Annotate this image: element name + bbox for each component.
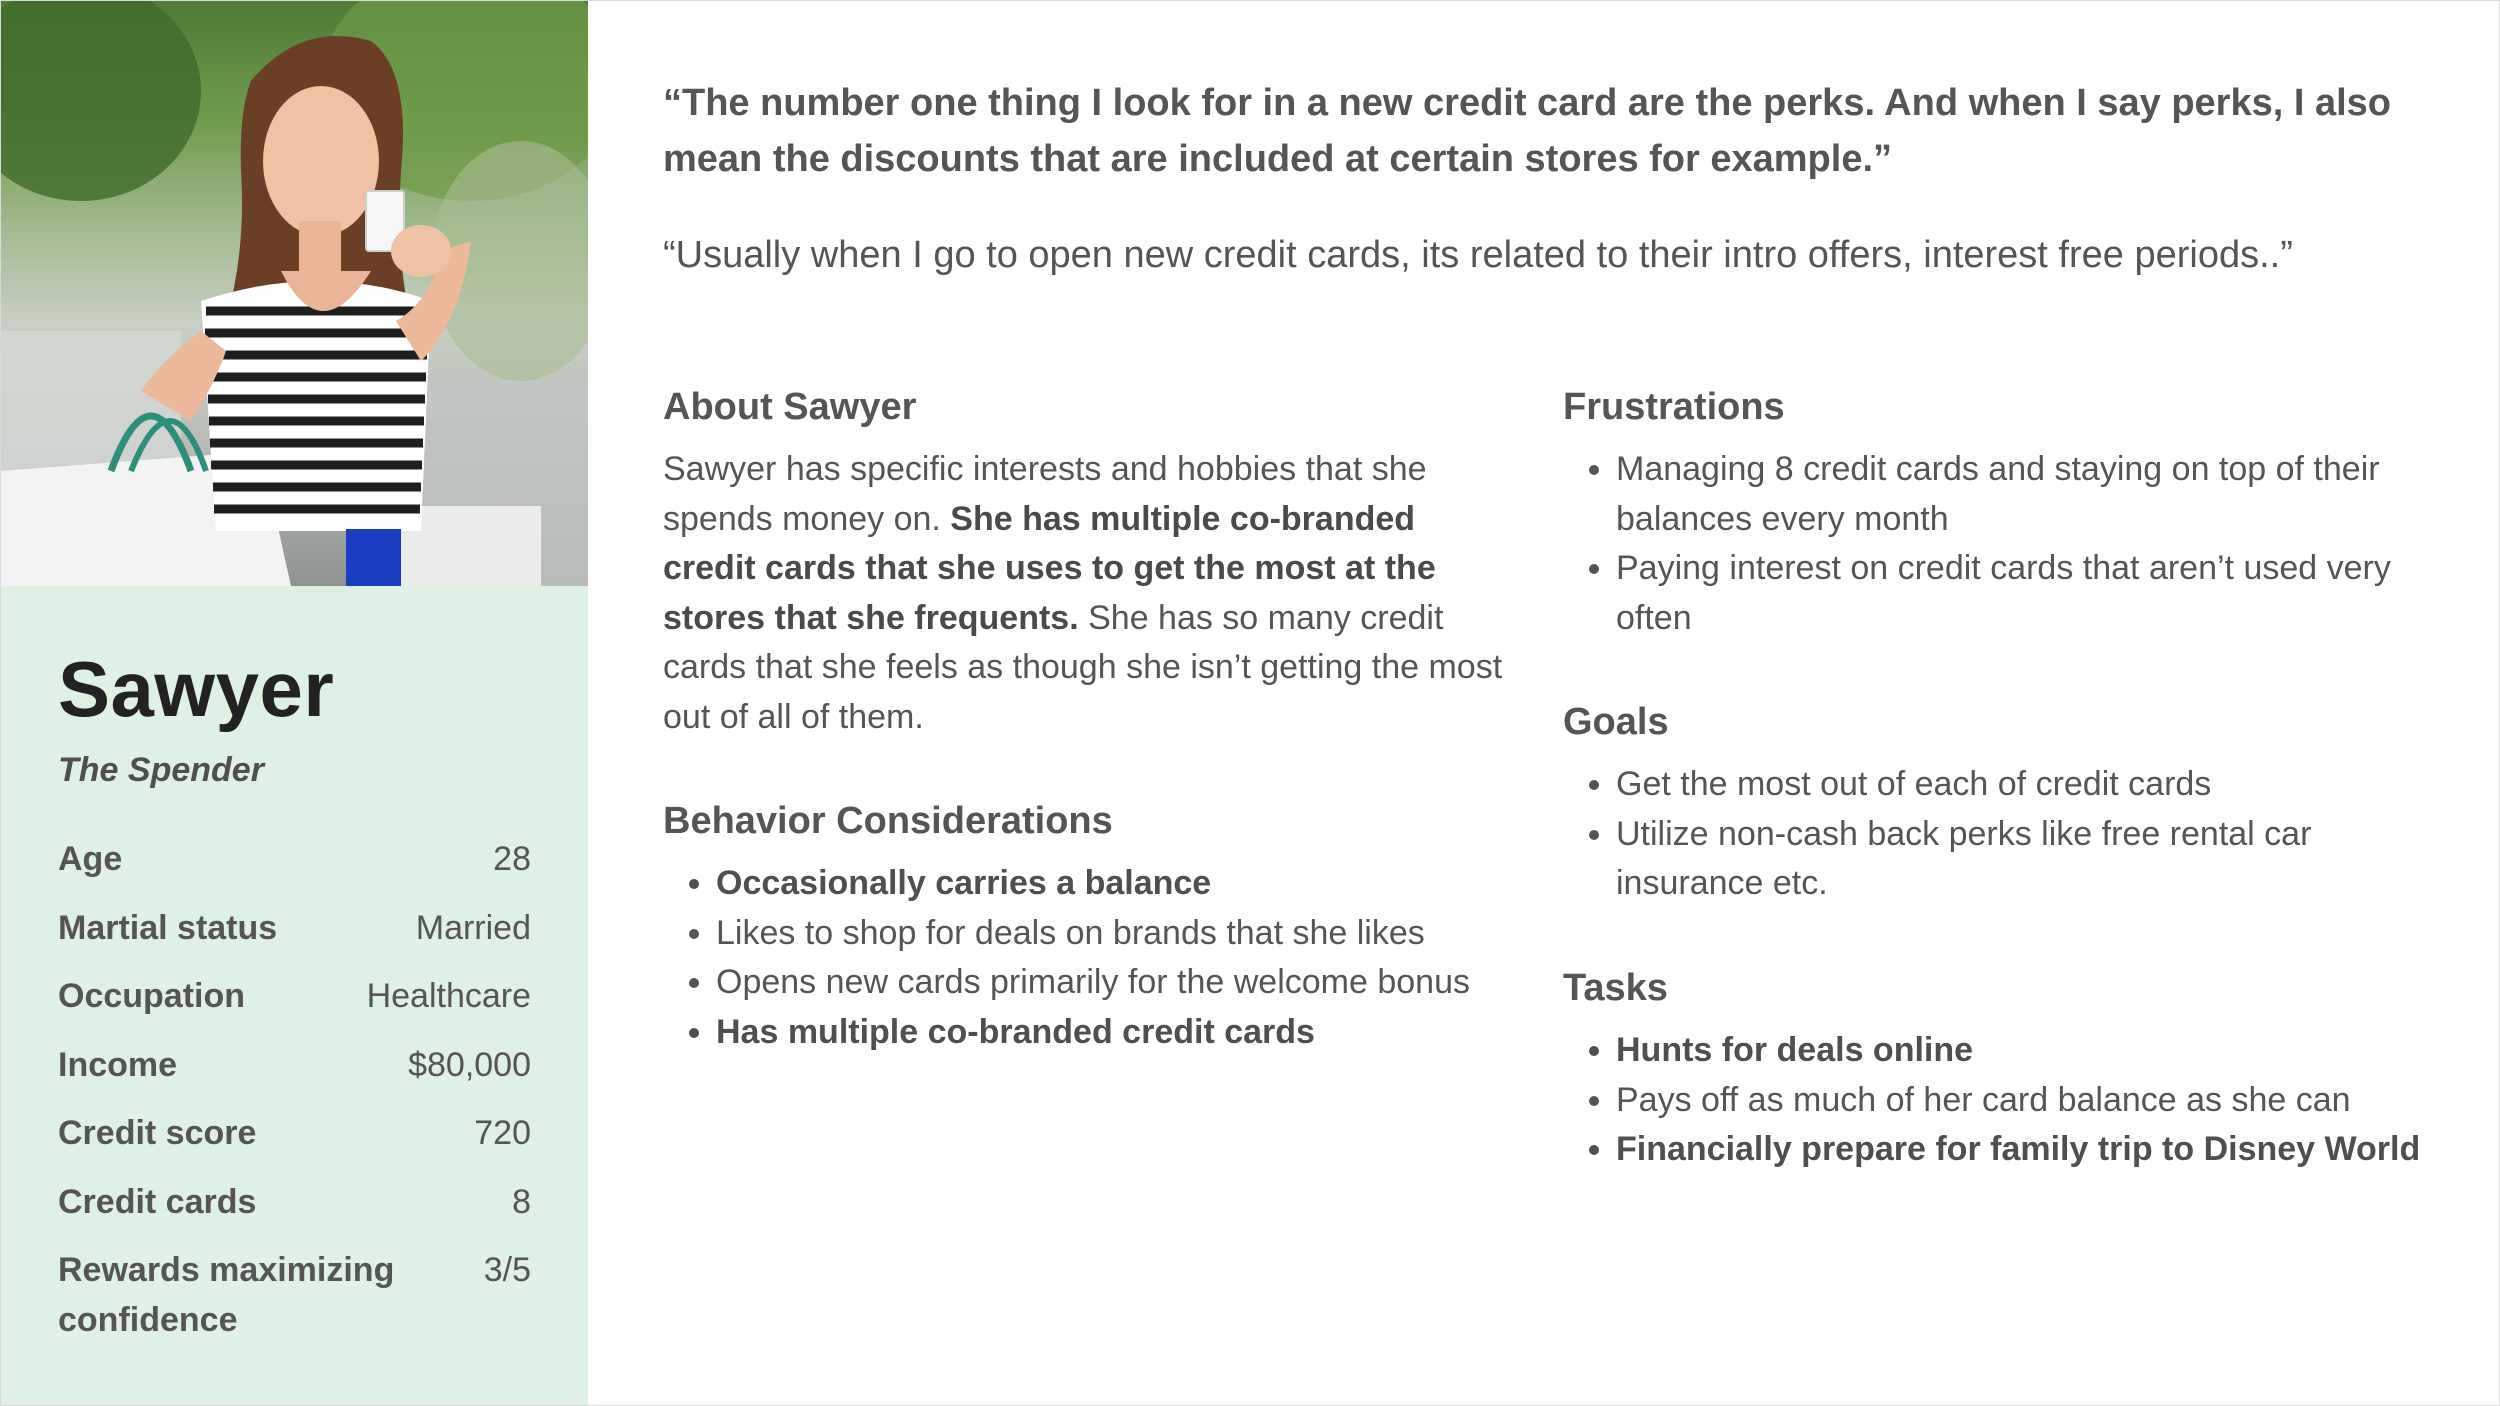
persona-photo	[1, 1, 588, 586]
stat-value: 3/5	[483, 1251, 531, 1289]
list-item: • Paying interest on credit cards that aren’t used very often	[1616, 544, 2463, 643]
stat-value: 720	[474, 1114, 531, 1152]
stat-row-rewards-confidence	[58, 1245, 531, 1345]
stat-row-income	[58, 1040, 531, 1090]
list-item: • Hunts for deals online	[1616, 1026, 2463, 1076]
secondary-quote: “Usually when I go to open new credit cards, its related to their intro offers, interest free periods..”	[663, 234, 2293, 276]
list-item: • Occasionally carries a balance	[716, 859, 1523, 909]
persona-role: The Spender	[58, 751, 264, 789]
stat-row-marital-status	[58, 903, 531, 953]
frustrations-list	[1563, 445, 2463, 643]
stat-value: 8	[512, 1182, 531, 1221]
behavior-list	[663, 859, 1523, 1057]
stat-value: $80,000	[408, 1045, 531, 1084]
persona-sidebar	[1, 1, 588, 1405]
stat-value: Married	[415, 908, 531, 947]
stat-row-credit-score	[58, 1108, 531, 1158]
about-text	[663, 445, 1503, 742]
about-text-highlight: She has multiple co-branded credit cards that she uses to get the most at the stores that she frequents.	[663, 499, 1436, 637]
tasks-section	[1563, 960, 2463, 1175]
stat-label: Income	[58, 1045, 178, 1084]
stat-label: Age	[58, 840, 123, 878]
primary-quote: “The number one thing I look for in a new credit card are the perks. And when I say perks, I also mean the discounts that are included at certain stores for example.”	[663, 82, 2391, 180]
list-item: • Utilize non-cash back perks like free rental car insurance etc.	[1616, 810, 2463, 909]
stat-label: Martial status	[58, 908, 278, 947]
woman-shopping-illustration	[1, 1, 588, 586]
stat-label: Occupation	[58, 977, 246, 1015]
frustrations-section	[1563, 379, 2463, 643]
goals-heading: Goals	[1563, 701, 1669, 743]
behavior-section	[663, 793, 1523, 1057]
persona-profile-card	[1, 586, 588, 1405]
stat-value: 28	[493, 840, 531, 878]
list-item: • Has multiple co-branded credit cards	[716, 1008, 1523, 1058]
stat-value: Healthcare	[366, 977, 531, 1015]
stat-row-age	[58, 834, 531, 884]
list-item: • Get the most out of each of credit cards	[1616, 760, 2463, 810]
frustrations-heading: Frustrations	[1563, 386, 1785, 428]
list-item: • Managing 8 credit cards and staying on top of their balances every month	[1616, 445, 2463, 544]
stat-row-occupation	[58, 971, 531, 1021]
list-item: • Pays off as much of her card balance as she can	[1616, 1076, 2463, 1126]
about-text-outro: She has so many credit cards that she feels as though she isn’t getting the most out of all of them.	[663, 598, 1503, 736]
tasks-list	[1563, 1026, 2463, 1175]
persona-name: Sawyer	[58, 645, 335, 733]
stat-label: Rewards maximizing confidence	[58, 1251, 395, 1339]
stat-label: Credit cards	[58, 1182, 257, 1221]
goals-section	[1563, 694, 2463, 909]
persona-stats	[58, 834, 531, 1364]
stat-label: Credit score	[58, 1114, 257, 1152]
behavior-heading: Behavior Considerations	[663, 800, 1113, 842]
about-heading: About Sawyer	[663, 386, 917, 428]
stat-row-credit-cards	[58, 1177, 531, 1227]
list-item: • Likes to shop for deals on brands that she likes	[716, 909, 1523, 959]
tasks-heading: Tasks	[1563, 967, 1668, 1009]
about-section	[663, 379, 1503, 742]
list-item: • Financially prepare for family trip to Disney World	[1616, 1125, 2463, 1175]
about-text-intro: Sawyer has specific interests and hobbies that she spends money on.	[663, 450, 1427, 538]
list-item: • Opens new cards primarily for the welcome bonus	[716, 958, 1523, 1008]
goals-list	[1563, 760, 2463, 909]
